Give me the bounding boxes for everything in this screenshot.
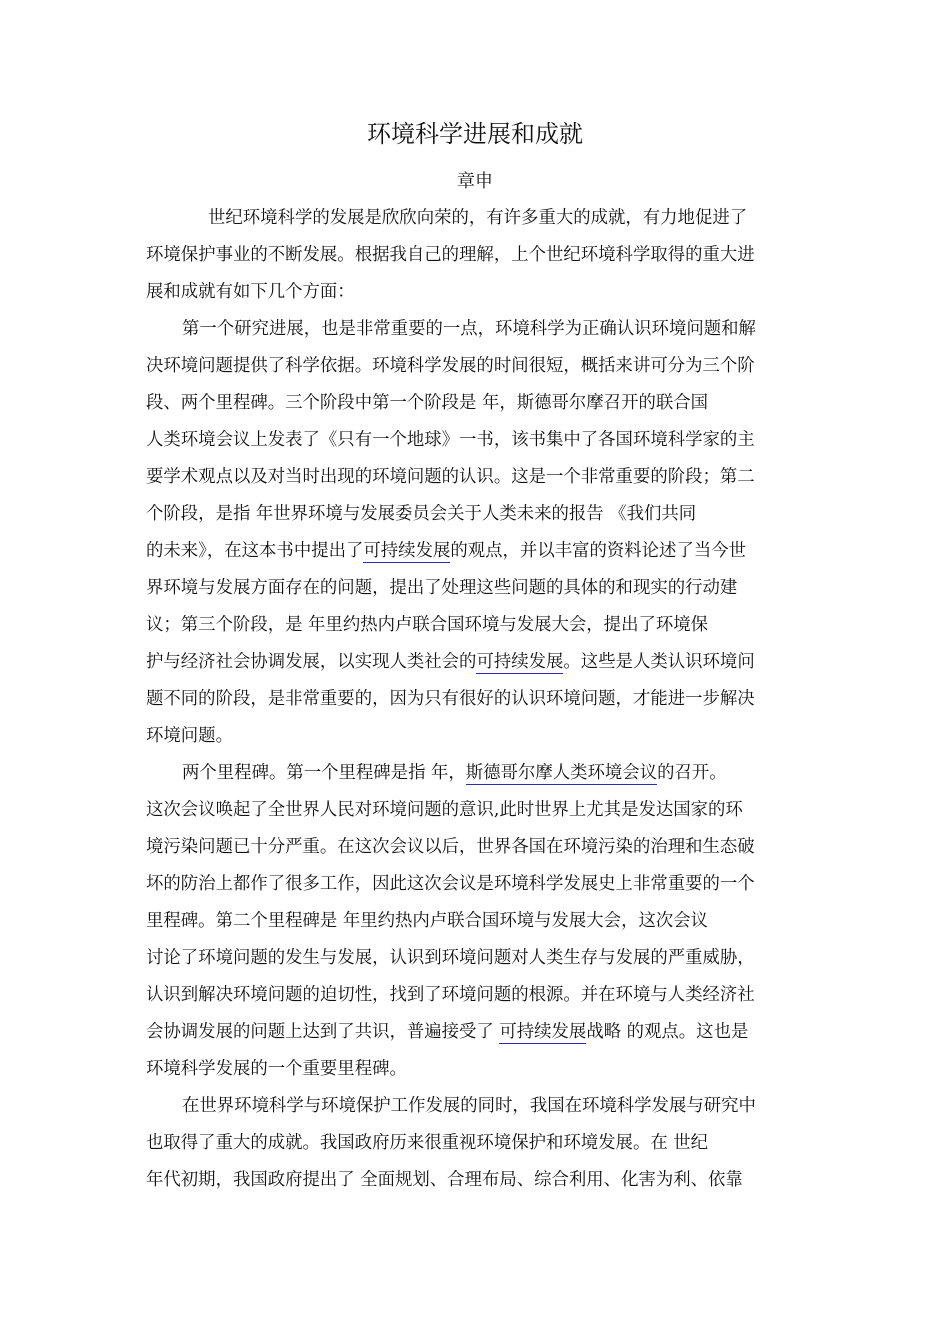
text-line xyxy=(146,274,826,311)
text-segment: 境污染问题已十分严重。在这次会议以后，世界各国在环境污染的治理和生态破 xyxy=(146,837,755,857)
text-segment: 里程碑。第二个里程碑是 年里约热内卢联合国环境与发展大会，这次会议 xyxy=(146,911,709,931)
text-line xyxy=(146,903,826,940)
text-line xyxy=(146,1014,826,1051)
document-title: 环境科学进展和成就 xyxy=(367,120,583,148)
text-segment: 认识到解决环境问题的迫切性，找到了环境问题的根源。并在环境与人类经济社 xyxy=(146,985,755,1005)
text-line xyxy=(146,718,826,755)
text-line xyxy=(146,496,826,533)
text-line xyxy=(146,533,826,570)
text-segment: 界环境与发展方面存在的问题，提出了处理这些问题的具体的和现实的行动建 xyxy=(146,578,738,598)
text-line xyxy=(146,644,826,681)
text-segment: 的观点，并以丰富的资料论述了当今世 xyxy=(450,541,747,561)
text-line xyxy=(146,237,826,274)
text-line xyxy=(146,977,826,1014)
text-segment: 会协调发展的问题上达到了共识，普遍接受了 xyxy=(146,1022,500,1042)
text-line xyxy=(146,1088,826,1125)
text-line xyxy=(146,681,826,718)
text-segment: 也取得了重大的成就。我国政府历来很重视环境保护和环境发展。在 世纪 xyxy=(146,1133,709,1153)
text-segment: 段、两个里程碑。三个阶段中第一个阶段是 年，斯德哥尔摩召开的联合国 xyxy=(146,393,709,413)
text-line xyxy=(146,1125,826,1162)
text-segment: 两个里程碑。第一个里程碑是指 年， xyxy=(182,763,466,783)
text-segment: 坏的防治上都作了很多工作，因此这次会议是环境科学发展史上非常重要的一个 xyxy=(146,874,755,894)
text-segment: 题不同的阶段，是非常重要的，因为只有很好的认识环境问题，才能进一步解决 xyxy=(146,689,755,709)
document-author: 章申 xyxy=(457,171,493,192)
text-segment: 个阶段，是指 年世界环境与发展委员会关于人类未来的报告 《我们共同 xyxy=(146,504,697,524)
body-text xyxy=(146,200,826,1199)
hyperlink[interactable]: 可持续发展 xyxy=(363,541,451,561)
text-line xyxy=(146,348,826,385)
text-segment: 第一个研究进展，也是非常重要的一点，环境科学为正确认识环境问题和解 xyxy=(182,319,756,339)
text-segment: 战略 的观点。这也是 xyxy=(586,1022,749,1042)
text-segment: 要学术观点以及对当时出现的环境问题的认识。这是一个非常重要的阶段；第二 xyxy=(146,467,755,487)
text-segment: 环境保护事业的不断发展。根据我自己的理解，上个世纪环境科学取得的重大进 xyxy=(146,245,755,265)
text-segment: 年代初期，我国政府提出了 全面规划、合理布局、综合利用、化害为利、依靠 xyxy=(146,1170,743,1190)
text-segment: 议；第三个阶段，是 年里约热内卢联合国环境与发展大会，提出了环境保 xyxy=(146,615,709,635)
text-segment: 的召开。 xyxy=(657,763,727,783)
text-line xyxy=(146,385,826,422)
text-segment: 护与经济社会协调发展，以实现人类社会的 xyxy=(146,652,477,672)
text-segment: 这次会议唤起了全世界人民对环境问题的意识,此时世界上尤其是发达国家的环 xyxy=(146,800,743,820)
text-line xyxy=(146,755,826,792)
text-segment: 展和成就有如下几个方面： xyxy=(146,282,355,302)
text-line xyxy=(146,200,826,237)
text-segment: 在世界环境科学与环境保护工作发展的同时，我国在环境科学发展与研究中 xyxy=(182,1096,756,1116)
hyperlink[interactable]: 可持续发展 xyxy=(499,1022,587,1042)
hyperlink[interactable]: 可持续发展 xyxy=(476,652,564,672)
hyperlink[interactable]: 斯德哥尔摩人类环境会议 xyxy=(465,763,658,783)
text-line xyxy=(146,422,826,459)
text-line xyxy=(146,866,826,903)
text-segment: 。这些是人类认识环境问 xyxy=(563,652,755,672)
text-line xyxy=(146,792,826,829)
text-line xyxy=(146,607,826,644)
text-line xyxy=(146,570,826,607)
text-segment: 人类环境会议上发表了《只有一个地球》一书，该书集中了各国环境科学家的主 xyxy=(146,430,755,450)
text-segment: 世纪环境科学的发展是欣欣向荣的，有许多重大的成就，有力地促进了 xyxy=(208,208,748,228)
text-line xyxy=(146,940,826,977)
text-segment: 环境科学发展的一个重要里程碑。 xyxy=(146,1059,407,1079)
text-line xyxy=(146,1162,826,1199)
text-line xyxy=(146,459,826,496)
text-segment: 的未来》，在这本书中提出了 xyxy=(146,541,364,561)
text-line xyxy=(146,1051,826,1088)
text-line xyxy=(146,829,826,866)
text-segment: 环境问题。 xyxy=(146,726,233,746)
text-segment: 讨论了环境问题的发生与发展，认识到环境问题对人类生存与发展的严重威胁， xyxy=(146,948,755,968)
text-segment: 决环境问题提供了科学依据。环境科学发展的时间很短，概括来讲可分为三个阶 xyxy=(146,356,755,376)
text-line xyxy=(146,311,826,348)
